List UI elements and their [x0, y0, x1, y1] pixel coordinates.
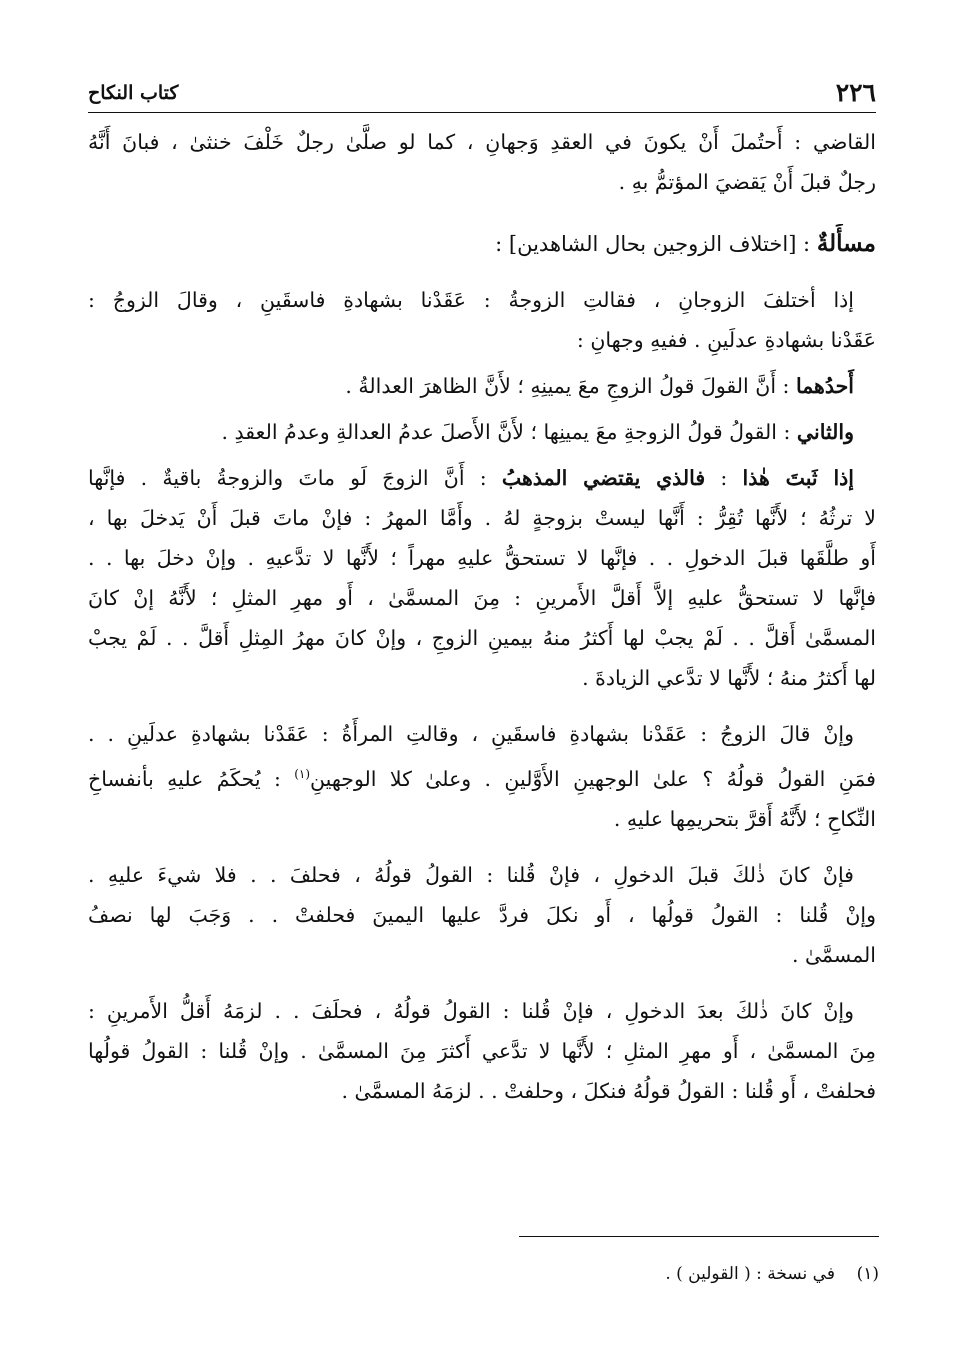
- text-line: عَقَدْنا بشهادةِ عدلَينِ . ففيهِ وجهانِ :: [576, 328, 876, 352]
- text-segment: فمَنِ القولُ قولُهُ ؟ علىٰ الوجهينِ الأَوَّلينِ . وعلىٰ كلا الوجهينِ: [310, 766, 876, 791]
- text-line: لا ترثُهُ ؛ لأَنَّها تُقِرُّ : أَنَّها ليستْ بزوجةٍ لهُ . وأَمَّا المهرُ : فإنْ ماتَ قبلَ أَنْ يَدخلَ بها ،: [88, 506, 876, 530]
- page-number: ٢٢٦: [835, 78, 876, 107]
- text-segment: : يُحكَمُ عليهِ بأنفساخِ: [88, 766, 295, 791]
- main-text: [88, 122, 876, 1127]
- paragraph-5: [88, 458, 876, 698]
- text-line: المسمَّىٰ .: [791, 942, 876, 967]
- footnote-text: في نسخة : ( القولين ) .: [665, 1264, 835, 1284]
- second-opinion-text: : القولُ قولُ الزوجةِ معَ يمينِها ؛ لأَنَّ الأَصلَ عدمُ العدالةِ وعدمُ العقدِ .: [221, 420, 797, 444]
- text-line: رجلٌ قبلَ أَنْ يَقضيَ المؤتمُّ بهِ .: [618, 170, 876, 194]
- first-opinion-text: : أَنَّ القولَ قولُ الزوجِ معَ يمينِهِ ؛ لأَنَّ الظاهرَ العدالةُ .: [345, 374, 796, 398]
- text-line: فإنْ كانَ ذٰلكَ قبلَ الدخولِ ، فإنْ قُلنا : القولُ قولُهُ ، فحلفَ . . فلا شيءَ عليهِ .: [88, 862, 854, 887]
- footnote-number: (١): [856, 1264, 879, 1284]
- text-line: وإنْ قُلنا : القولُ قولُها ، أَو نكلَ فردَّ عليها اليمينَ فحلفتْ . . وَجَبَ لها نصفُ: [88, 902, 876, 927]
- paragraph-3: [88, 366, 876, 406]
- text-line: المسمَّىٰ أَقلَّ . . لَمْ يجبْ لها أَكثرُ منهُ بيمينِ الزوجِ ، وإنْ كانَ مهرُ المِثلِ أَقلَّ . . لَمْ يجبْ: [88, 626, 876, 650]
- text-line: فإنَّها لا تستحقُّ عليهِ إلاَّ أَقلَّ الأَمرينِ : مِنَ المسمَّىٰ ، أَو مهرِ المثلِ ؛ لأَنَّهُ إنْ كانَ: [88, 586, 876, 610]
- ruling-label-2: فالذي يقتضي المذهبُ: [501, 466, 706, 490]
- ruling-label-1: إذا ثَبتَ هٰذا: [742, 466, 854, 490]
- text-line: لها أَكثرُ منهُ ؛ لأَنَّها لا تدَّعي الزيادةَ .: [582, 666, 876, 690]
- book-title: كتاب النكاح: [88, 82, 179, 104]
- text-line: مِنَ المسمَّىٰ ، أَو مهرِ المثلِ ؛ لأَنَّها لا تدَّعي أَكثرَ مِنَ المسمَّىٰ . وإنْ قُلنا : القولُ قولُها: [88, 1038, 876, 1063]
- text-line: [88, 754, 876, 799]
- paragraph-4: [88, 412, 876, 452]
- heading-line: [88, 224, 876, 264]
- text-line: إذا أختلفَ الزوجانِ ، فقالتِ الزوجةُ : عَقَدْنا بشهادةِ فاسقَينِ ، وقالَ الزوجُ :: [88, 288, 854, 312]
- ruling-separator: :: [705, 466, 743, 490]
- footnote-reference[interactable]: (١): [294, 767, 311, 781]
- text-line: [88, 366, 876, 406]
- text-line: وإنْ قالَ الزوجُ : عَقَدْنا بشهادةِ فاسقَينِ ، وقالتِ المرأَةُ : عَقَدْنا بشهادةِ عدلَينِ . .: [88, 722, 854, 746]
- paragraph-7: [88, 855, 876, 975]
- text-line: النِّكاحِ ؛ لأَنَّهُ أَقرَّ بتحريمِها عليهِ .: [613, 806, 876, 831]
- ruling-text: : أَنَّ الزوجَ لَو ماتَ والزوجةُ باقيةٌ . فإنَّها: [88, 466, 502, 490]
- text-line: [88, 412, 876, 452]
- second-opinion-label: والثاني: [796, 420, 854, 444]
- paragraph-1: [88, 122, 876, 202]
- heading-text: : [اختلاف الزوجين بحال الشاهدين] :: [495, 232, 817, 256]
- footnote-divider: [519, 1236, 879, 1237]
- section-heading: [88, 224, 876, 264]
- heading-label: مسأَلةٌ: [816, 230, 876, 257]
- paragraph-2: [88, 280, 876, 360]
- text-line: فحلفتْ ، أَو قُلنا : القولُ قولُهُ فنكلَ ، وحلفتْ . . لزمَهُ المسمَّىٰ .: [341, 1078, 876, 1103]
- text-line: وإنْ كانَ ذٰلكَ بعدَ الدخولِ ، فإنْ قُلنا : القولُ قولُهُ ، فحلَفَ . . لزمَهُ أَقلُّ الأَمرينِ :: [88, 998, 854, 1023]
- footnote: [279, 1264, 879, 1284]
- running-header: [88, 78, 876, 113]
- text-line: [88, 458, 876, 498]
- paragraph-6: [88, 714, 876, 839]
- text-line: أَو طلَّقَها قبلَ الدخولِ . . فإنَّها لا تستحقُّ عليهِ مهراً ؛ لأَنَّها لا تدَّعيهِ . وإنْ دخلَ بها . .: [88, 546, 876, 570]
- paragraph-8: [88, 991, 876, 1111]
- first-opinion-label: أَحدُهما: [795, 374, 854, 398]
- text-line: القاضي : أَحتُملَ أَنْ يكونَ في العقدِ وَجهانِ ، كما لو صلَّىٰ رجلٌ خَلْفَ خنثىٰ ، فبانَ أَنَّهُ: [88, 130, 876, 154]
